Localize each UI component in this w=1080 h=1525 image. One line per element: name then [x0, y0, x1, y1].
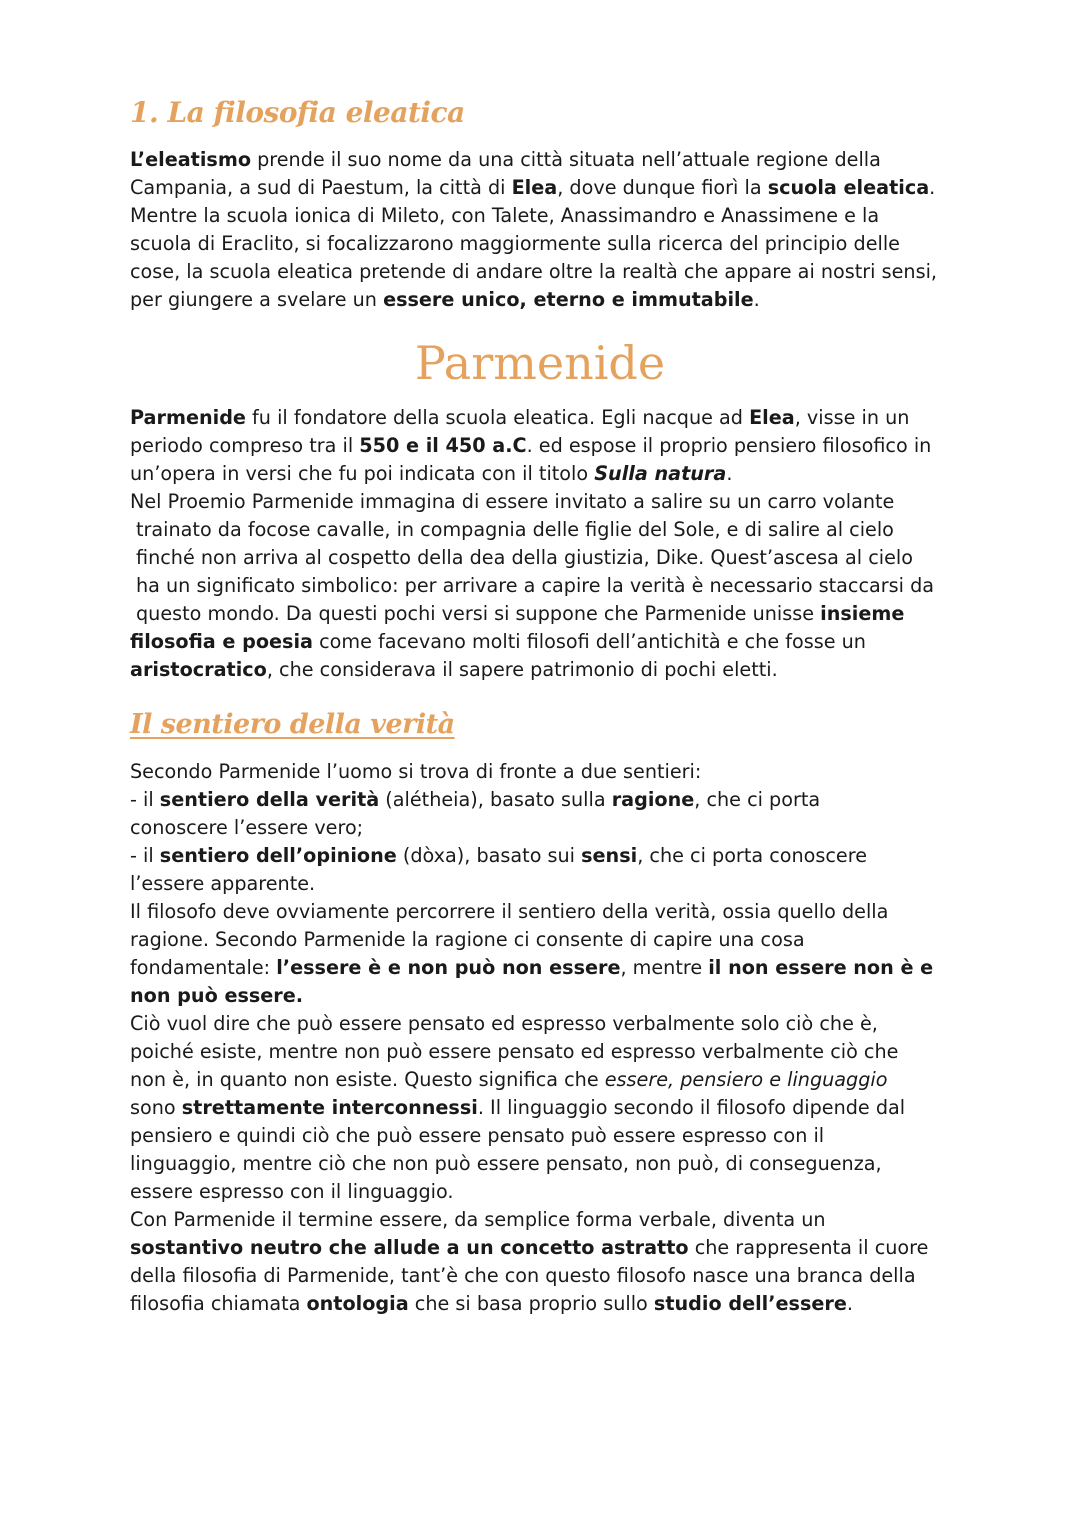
text-run: , che ci porta conoscere: [637, 844, 868, 867]
text-line: [130, 1262, 960, 1290]
bold-run: essere unico, eterno e immutabile: [383, 288, 754, 311]
text-line: [130, 786, 960, 814]
text-run: Mentre la scuola ionica di Mileto, con Talete, Anassimandro e Anassimene e la: [130, 204, 880, 227]
section-heading-eleatic-philosophy: 1. La filosofia eleatica: [130, 96, 465, 129]
text-run: , che considerava il sapere patrimonio di pochi eletti.: [266, 658, 778, 681]
text-run: questo mondo. Da questi pochi versi si suppone che Parmenide unisse: [136, 602, 821, 625]
text-line: [130, 1038, 960, 1066]
text-line: [130, 230, 960, 258]
text-run: , dove dunque fiorì la: [557, 176, 768, 199]
text-run: finché non arriva al cospetto della dea della giustizia, Dike. Quest’ascesa al cielo: [136, 546, 913, 569]
text-line: [130, 202, 960, 230]
bold-run: aristocratico: [130, 658, 267, 681]
text-run: trainato da focose cavalle, in compagnia delle figlie del Sole, e di salire al cielo: [136, 518, 894, 541]
text-run: (dòxa), basato sui: [396, 844, 582, 867]
title-parmenide: Parmenide: [414, 336, 666, 390]
text-run: sono: [130, 1096, 182, 1119]
bold-run: 550 e il 450 a.C: [359, 434, 527, 457]
text-run: linguaggio, mentre ciò che non può essere pensato, non può, di conseguenza,: [130, 1152, 882, 1175]
text-line: [130, 870, 960, 898]
text-run: della filosofia di Parmenide, tant’è che con questo filosofo nasce una branca della: [130, 1264, 916, 1287]
text-run: poiché esiste, mentre non può essere pensato ed espresso verbalmente ciò che: [130, 1040, 899, 1063]
text-line: [130, 404, 960, 432]
text-run: - il: [130, 844, 160, 867]
text-line: [130, 926, 960, 954]
text-run: Con Parmenide il termine essere, da semplice forma verbale, diventa un: [130, 1208, 826, 1231]
text-line: [130, 982, 960, 1010]
text-run: prende il suo nome da una città situata nell’attuale regione della: [251, 148, 881, 171]
text-line: [130, 488, 960, 516]
bold-run: sentiero della verità: [159, 788, 380, 811]
bold-run: Sulla natura: [594, 462, 727, 485]
text-run: .: [753, 288, 760, 311]
text-line: [130, 1178, 960, 1206]
bold-run: sostantivo neutro che allude a un concetto astratto: [130, 1236, 689, 1259]
bold-run: Parmenide: [130, 406, 246, 429]
text-run: , visse in un: [794, 406, 910, 429]
bold-run: Elea: [511, 176, 558, 199]
text-line: [130, 1094, 960, 1122]
text-run: Secondo Parmenide l’uomo si trova di fronte a due sentieri:: [130, 760, 702, 783]
text-run: essere espresso con il linguaggio.: [130, 1180, 454, 1203]
text-run: ragione. Secondo Parmenide la ragione ci consente di capire una cosa: [130, 928, 805, 951]
text-run: un’opera in versi che fu poi indicata con il titolo: [130, 462, 595, 485]
text-run: , mentre: [620, 956, 709, 979]
bold-run: non può essere.: [130, 984, 304, 1007]
text-line: [130, 258, 960, 286]
text-line: [130, 286, 960, 314]
bold-run: ragione: [611, 788, 695, 811]
text-line: [130, 1206, 960, 1234]
text-line: [130, 1066, 960, 1094]
text-run: l’essere apparente.: [130, 872, 316, 895]
italic-run: essere, pensiero e linguaggio: [604, 1068, 888, 1091]
bold-run: scuola eleatica: [767, 176, 930, 199]
bold-run: sentiero dell’opinione: [159, 844, 397, 867]
text-line: [130, 842, 960, 870]
text-line: [130, 628, 960, 656]
text-run: - il: [130, 788, 160, 811]
text-line: [130, 516, 960, 544]
text-run: . ed espose il proprio pensiero filosofico in: [526, 434, 932, 457]
text-line: [130, 814, 960, 842]
text-run: Nel Proemio Parmenide immagina di essere invitato a salire su un carro volante: [130, 490, 895, 513]
bold-run: ontologia: [306, 1292, 409, 1315]
text-run: che rappresenta il cuore: [688, 1236, 929, 1259]
bold-run: studio dell’essere: [653, 1292, 847, 1315]
text-line: [130, 898, 960, 926]
text-run: filosofia chiamata: [130, 1292, 307, 1315]
text-run: .: [726, 462, 733, 485]
text-run: che si basa proprio sullo: [408, 1292, 654, 1315]
text-line: [130, 1234, 960, 1262]
text-line: [130, 1150, 960, 1178]
text-line: [130, 432, 960, 460]
text-run: periodo compreso tra il: [130, 434, 360, 457]
text-line: [130, 600, 960, 628]
text-run: (alétheia), basato sulla: [379, 788, 612, 811]
bold-run: l’essere è e non può non essere: [276, 956, 621, 979]
text-run: Campania, a sud di Paestum, la città di: [130, 176, 512, 199]
text-line: [130, 954, 960, 982]
text-run: Ciò vuol dire che può essere pensato ed espresso verbalmente solo ciò che è,: [130, 1012, 878, 1035]
paragraph-eleatism: [130, 146, 960, 314]
paragraph-path-of-truth: [130, 758, 960, 1318]
text-run: fu il fondatore della scuola eleatica. Egli nacque ad: [245, 406, 750, 429]
text-run: scuola di Eraclito, si focalizzarono maggiormente sulla ricerca del principio delle: [130, 232, 900, 255]
text-line: [130, 572, 960, 600]
text-line: [130, 146, 960, 174]
text-line: [130, 460, 960, 488]
text-run: per giungere a svelare un: [130, 288, 384, 311]
bold-run: strettamente interconnessi: [181, 1096, 478, 1119]
text-line: [130, 174, 960, 202]
text-run: come facevano molti filosofi dell’antichità e che fosse un: [313, 630, 866, 653]
bold-run: insieme: [820, 602, 905, 625]
bold-run: L’eleatismo: [130, 148, 251, 171]
text-run: Il filosofo deve ovviamente percorrere il sentiero della verità, ossia quello della: [130, 900, 889, 923]
text-line: [130, 758, 960, 786]
text-line: [130, 1010, 960, 1038]
text-run: .: [929, 176, 936, 199]
text-run: pensiero e quindi ciò che può essere pensato può essere espresso con il: [130, 1124, 825, 1147]
text-run: cose, la scuola eleatica pretende di andare oltre la realtà che appare ai nostri sensi,: [130, 260, 937, 283]
text-line: [130, 1290, 960, 1318]
text-run: fondamentale:: [130, 956, 277, 979]
bold-run: sensi: [581, 844, 638, 867]
text-run: conoscere l’essere vero;: [130, 816, 364, 839]
text-line: [130, 1122, 960, 1150]
text-run: . Il linguaggio secondo il filosofo dipende dal: [477, 1096, 906, 1119]
section-heading-path-of-truth: Il sentiero della verità: [130, 709, 455, 740]
paragraph-parmenide: [130, 404, 960, 684]
text-run: non è, in quanto non esiste. Questo significa che: [130, 1068, 605, 1091]
text-run: ha un significato simbolico: per arrivare a capire la verità è necessario staccarsi da: [136, 574, 935, 597]
bold-run: Elea: [749, 406, 795, 429]
text-line: [130, 656, 960, 684]
text-line: [130, 544, 960, 572]
bold-run: filosofia e poesia: [130, 630, 314, 653]
bold-run: il non essere non è e: [708, 956, 934, 979]
text-run: .: [846, 1292, 853, 1315]
text-run: , che ci porta: [694, 788, 821, 811]
